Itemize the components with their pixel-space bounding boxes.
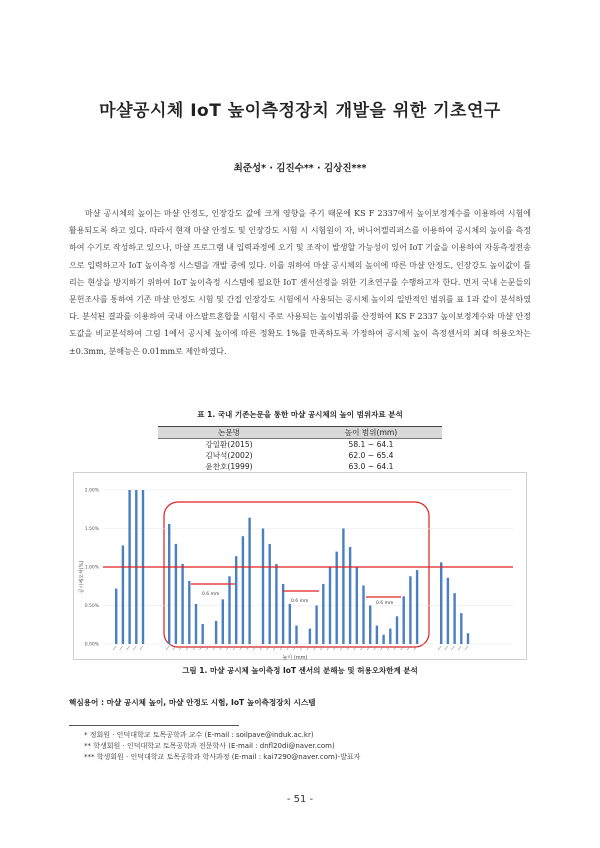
chart-bar: [382, 635, 384, 644]
author-list: 최준성* · 김진수** · 김상진***: [233, 163, 367, 174]
table-cell: 62.0 ~ 65.4: [348, 451, 394, 460]
chart-bar: [376, 626, 378, 644]
chart-bar: [396, 616, 398, 644]
chart-bar: [248, 518, 250, 644]
chart-bar: [329, 567, 331, 644]
table-cell: 63.0 ~ 64.1: [348, 462, 394, 471]
chart-bar: [269, 544, 271, 644]
table-caption: 표 1. 국내 기존논문을 통한 마샬 공시체의 높이 범위자료 분석: [197, 410, 403, 419]
chart-bar: [181, 564, 183, 644]
chart-bar: [242, 536, 244, 644]
figure-caption: 그림 1. 마샬 공시체 높이측정 IoT 센서의 분해능 및 허용오차한계 분석: [182, 666, 418, 675]
chart-bar: [336, 552, 338, 644]
chart-bar: [309, 629, 311, 644]
chart-bar: [447, 578, 449, 644]
chart-bar: [188, 581, 190, 644]
table-header-row: [158, 427, 442, 439]
chart-bar: [215, 621, 217, 644]
chart-bar: [235, 556, 237, 644]
chart-bar: [453, 593, 455, 644]
footnotes: [84, 730, 360, 764]
chart-bar: [282, 584, 284, 644]
chart-frame: [74, 473, 527, 660]
chart-bar: [202, 624, 204, 644]
chart-bar: [356, 567, 358, 644]
chart-bar: [295, 626, 297, 644]
chart-bar: [122, 545, 124, 644]
footnote: *** 학생회원 · 인덕대학교 토목공학과 학사과정 (E-mail : kai7290@naver.com)-발표자: [84, 753, 361, 762]
y-tick-label: 1.00%: [84, 565, 99, 571]
annotation-label: 0.6 mm: [202, 592, 220, 597]
table-cell: 윤찬호(1999): [205, 462, 253, 471]
annotation-label: 0.6 mm: [291, 599, 309, 604]
chart-bar: [349, 547, 351, 644]
chart-bar: [362, 585, 364, 644]
chart-bar: [275, 564, 277, 644]
chart-bar: [168, 524, 170, 644]
chart-bar: [195, 604, 197, 644]
sensor-resolution-chart: [73, 472, 527, 660]
abstract-text: 마샬 공시체의 높이는 마샬 안정도, 인장강도 값에 크게 영향을 주기 때문에 KS F 2337에서 높이보정계수를 이용하여 시험에 활용되도록 하고 있다. 따라서 현재 마샬 안정도 및 인장강도 시험 시 시험원이 자, 버니어캘리퍼스를 이용하여 공시체의 높이를 측정하여 수기로 작성하고 있으나, 마샬 프로그램 내 입력과정에 오기 및 조작이 발생할 가능성이 있어 IoT 기술을 이용하여 자동측정전송으로 입력하고자 IoT 높이측정 시스템을 개발 중에 있다. 이를 위하여 마샬 공시체의 높이에 따른 마샬 안정도, 인장강도 높이값이 틀리는 현상을 방지하기 위하여 IoT 높이측정 시스템에 필요한 IoT 센서선정을 위한 기초연구를 수행하고자 한다. 먼저 국내 논문들의 문헌조사를 통하여 기존 마샬 안정도 시험 및 간접 인장강도 시험에서 사용되는 공시체 높이의 일반적인 범위를 표 1과 같이 분석하였다. 분석된 결과를 이용하여 국내 아스팔트혼합물 시험시 주로 사용되는 높이범위를 산정하여 KS F 2337 높이보정계수와 마샬 안정도값을 비교분석하여 그림 1에서 공시체 높이에 따른 정확도 1%를 만족하도록 가정하여 공시체 높이 측정센서의 최대 허용오차는 ±0.3mm, 분해능은 0.01mm로 제안하였다.: [69, 209, 531, 356]
chart-bar: [369, 606, 371, 645]
chart-bar: [342, 529, 344, 645]
chart-bar: [222, 599, 224, 644]
chart-bar: [315, 606, 317, 645]
chart-bar: [262, 529, 264, 645]
keywords: 핵심용어 : 마샬 공시체 높이, 마샬 안정도 시험, IoT 높이측정장치 시스템: [69, 698, 316, 707]
table-cell: 김낙석(2002): [205, 451, 253, 460]
chart-bar: [467, 633, 469, 644]
paper-title: 마샬공시체 IoT 높이측정장치 개발을 위한 기초연구: [99, 101, 501, 121]
chart-bar: [322, 584, 324, 644]
chart-bar: [389, 629, 391, 644]
y-tick-label: 1.50%: [84, 527, 99, 532]
page-number: - 51 -: [286, 794, 314, 805]
chart-bar: [440, 562, 442, 644]
x-axis-label: 높이 (mm): [282, 655, 308, 660]
table-cell: 강일환(2015): [205, 440, 253, 449]
y-tick-label: 0.50%: [84, 604, 99, 609]
table-cell: 58.1 ~ 64.1: [348, 440, 394, 449]
footnote-divider: [69, 725, 239, 726]
y-tick-label: 2.00%: [84, 488, 99, 494]
y-tick-label: 0.00%: [84, 642, 99, 648]
chart-bar: [289, 604, 291, 644]
chart-bar: [175, 544, 177, 644]
table-row: [158, 439, 442, 451]
abstract: [69, 205, 531, 360]
chart-bar: [409, 576, 411, 644]
table-row: [158, 461, 442, 472]
y-axis-label: 공시체오차(%): [79, 560, 85, 594]
chart-bar: [403, 596, 405, 644]
table-header-cell: 높이 범위(mm): [300, 427, 442, 439]
chart-bar: [416, 570, 418, 644]
annotation-label: 0.6 mm: [376, 601, 394, 606]
chart-bar: [460, 613, 462, 644]
chart-bar: [228, 576, 230, 644]
table-row: [158, 450, 442, 461]
chart-bar: [115, 589, 117, 644]
footnote: ** 학생회원 · 인덕대학교 토목공학과 전문학사 (E-mail : dnfl20di@naver.com): [84, 742, 335, 751]
footnote: * 정회원 · 인덕대학교 토목공학과 교수 (E-mail : soilpave@induk.ac.kr): [84, 731, 314, 739]
table-header-cell: 논문명: [158, 427, 300, 439]
